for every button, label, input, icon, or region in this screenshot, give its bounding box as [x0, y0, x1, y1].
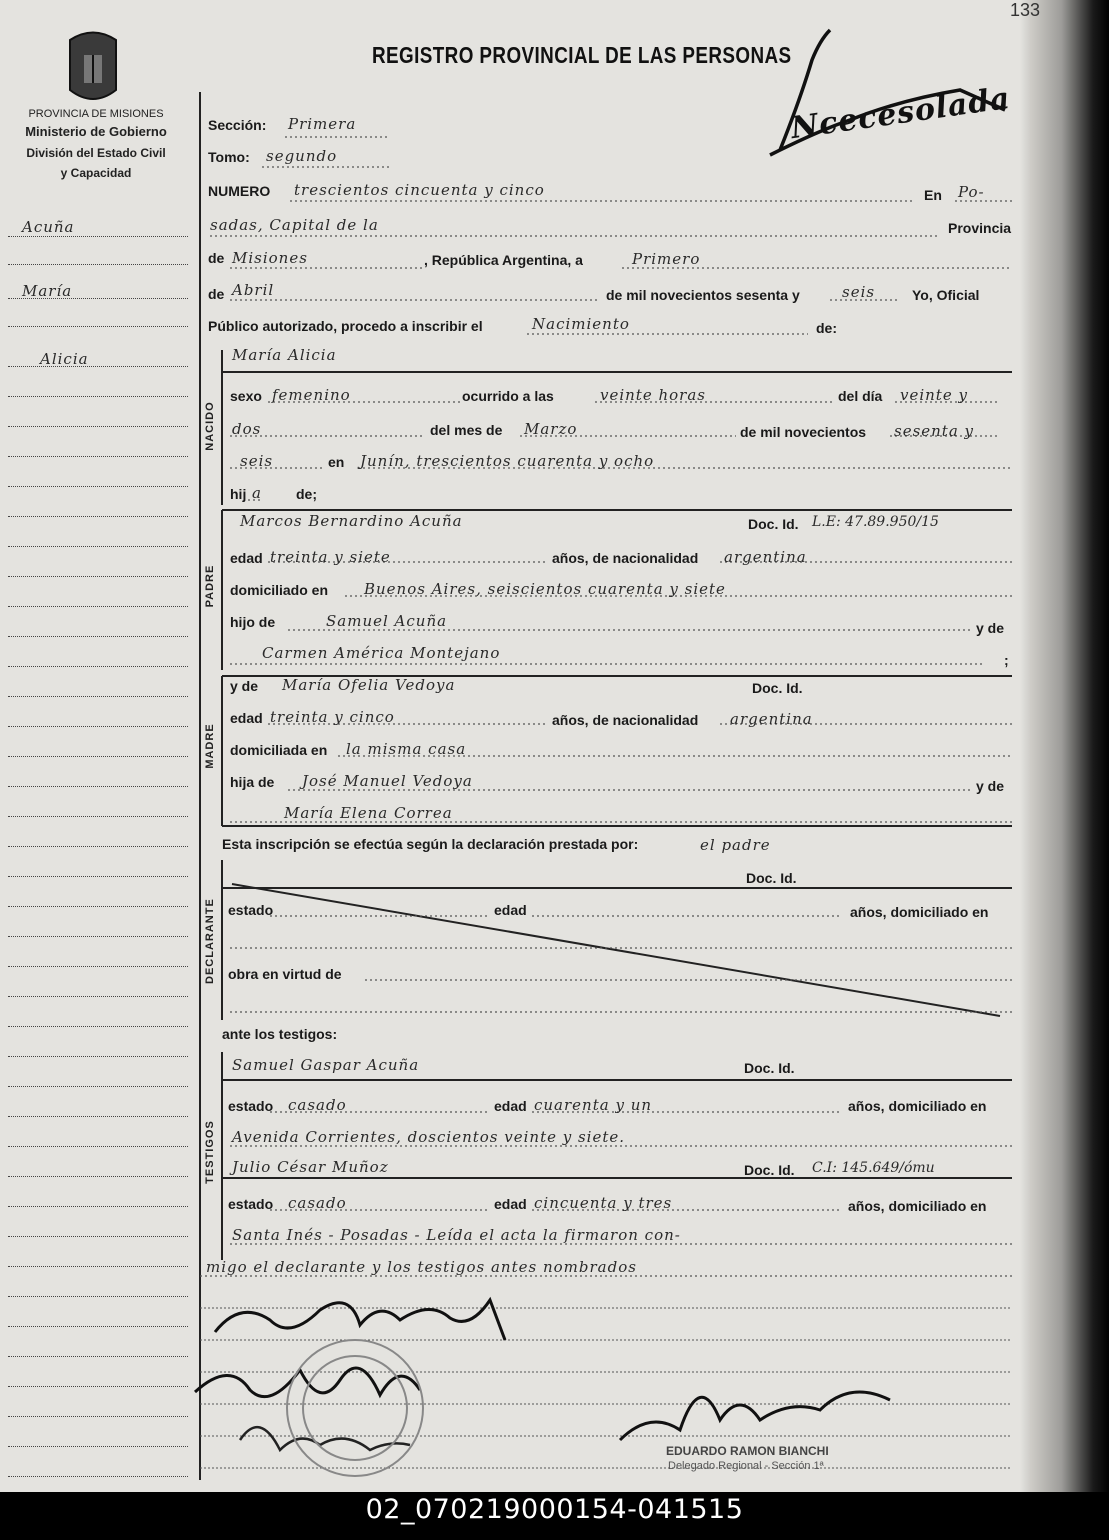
testigo-2-edad: cincuenta y tres [534, 1194, 673, 1212]
madre-nac-label: años, de nacionalidad [552, 712, 699, 728]
declarante-obra-label: obra en virtud de [228, 966, 342, 982]
madre-edad-label: edad [230, 710, 263, 726]
official-seal-icon [287, 1340, 423, 1476]
en-label: En [924, 187, 942, 203]
testigo-2-estado: casado [288, 1194, 347, 1212]
section-label-padre: PADRE [204, 564, 216, 608]
declarante-edad-label: edad [494, 902, 527, 918]
seccion-value: Primera [288, 115, 357, 133]
testigo-1-edad: cuarenta y un [534, 1096, 653, 1114]
madre-y-de: y de [976, 778, 1005, 794]
page-title: REGISTRO PROVINCIAL DE LAS PERSONAS [372, 42, 792, 68]
testigo-1-dom: Avenida Corrientes, doscientos veinte y siete. [232, 1128, 626, 1146]
de-label-2: de [208, 286, 225, 302]
declaracion-value: el padre [700, 836, 771, 854]
province-seal-icon [70, 33, 116, 100]
declarante-anios-label: años, domiciliado en [850, 904, 989, 920]
mil-label: de mil novecientos sesenta y [606, 287, 800, 303]
declarante-doc-label: Doc. Id. [746, 870, 797, 886]
padre-name: Marcos Bernardino Acuña [240, 512, 463, 530]
anio-value-1: sesenta y [894, 422, 975, 440]
sexo-label: sexo [230, 388, 262, 404]
madre-edad-value: treinta y cinco [270, 708, 395, 726]
testigo-1-doc-label: Doc. Id. [744, 1060, 795, 1076]
officer-stamp-name: EDUARDO RAMON BIANCHI [666, 1444, 829, 1458]
en-value: Po- [958, 183, 985, 201]
city-value: sadas, Capital de la [210, 216, 379, 234]
testigos-ante-label: ante los testigos: [222, 1026, 338, 1042]
testigo-1-estado: casado [288, 1096, 347, 1114]
en-label-nacido: en [328, 454, 345, 470]
hij-value: a [252, 484, 262, 502]
province-value: Misiones [232, 249, 308, 267]
del-dia-label: del día [838, 388, 883, 404]
seccion-label: Sección: [208, 117, 267, 133]
hij-de-label: de; [296, 486, 317, 502]
stamp-word: Ncecesolada [788, 80, 1013, 147]
mes-label: del mes de [430, 422, 503, 438]
madre-dom-label: domiciliada en [230, 742, 328, 758]
de-colon: de: [816, 320, 837, 336]
madre-mother-value: María Elena Correa [284, 804, 453, 822]
padre-edad-value: treinta y siete [270, 548, 391, 566]
padre-hijo-label: hijo de [230, 614, 276, 630]
oficial-label: Yo, Oficial [912, 287, 980, 303]
padre-nac-value: argentina [724, 548, 807, 566]
lugar-value: Junín, trescientos cuarenta y ocho [360, 452, 655, 470]
act-value: Nacimiento [532, 315, 630, 333]
testigo-1-estado-label: estado [228, 1098, 274, 1114]
margin-name-1: Acuña [22, 218, 75, 236]
nacido-mil-label: de mil novecientos [740, 424, 867, 440]
officer-stamp-title: Delegado Regional - Sección 1ª [668, 1460, 824, 1472]
month-value: Abril [232, 281, 275, 299]
padre-hijo-value: Samuel Acuña [326, 612, 448, 630]
padre-edad-label: edad [230, 550, 263, 566]
publico-label: Público autorizado, procedo a inscribir el [208, 318, 483, 334]
signature-officer-icon [620, 1392, 890, 1440]
madre-name: María Ofelia Vedoya [282, 676, 456, 694]
testigo-2-anios-label: años, domiciliado en [848, 1198, 987, 1214]
madre-hija-value: José Manuel Vedoya [302, 772, 473, 790]
testigo-2-doc: C.I: 145.649/ómu [812, 1160, 935, 1176]
tomo-value: segundo [266, 147, 338, 165]
madre-hija-label: hija de [230, 774, 275, 790]
testigo-2-edad-label: edad [494, 1196, 527, 1212]
numero-value: trescientos cincuenta y cinco [294, 181, 545, 199]
hora-value: veinte horas [600, 386, 706, 404]
margin-name-2: María [22, 282, 73, 300]
testigo-1-name: Samuel Gaspar Acuña [232, 1056, 420, 1074]
anio-value-2: seis [240, 452, 274, 470]
de-label: de [208, 250, 225, 266]
office-line-3: División del Estado Civil [26, 146, 166, 160]
sexo-value: femenino [272, 386, 351, 404]
signature-witness-2-icon [240, 1427, 410, 1450]
closing-line-2: migo el declarante y los testigos antes nombrados [206, 1258, 637, 1276]
provincia-label: Provincia [948, 220, 1012, 236]
numero-label: NUMERO [208, 183, 271, 199]
section-label-nacido: NACIDO [204, 401, 216, 451]
dia-value-2: dos [232, 420, 262, 438]
testigo-2-name: Julio César Muñoz [232, 1158, 389, 1176]
footer-caption: 02_070219000154-041515 [0, 1492, 1109, 1540]
padre-doc-label: Doc. Id. [748, 516, 799, 532]
tomo-label: Tomo: [208, 149, 250, 165]
hij-label: hij [230, 486, 247, 502]
madre-doc-label: Doc. Id. [752, 680, 803, 696]
padre-dom-label: domiciliado en [230, 582, 329, 598]
office-line-4: y Capacidad [60, 166, 132, 180]
page-number: 133 [1010, 0, 1041, 20]
declarante-estado-label: estado [228, 902, 274, 918]
padre-dom-value: Buenos Aires, seiscientos cuarenta y siete [364, 580, 726, 598]
section-label-madre: MADRE [204, 723, 216, 769]
office-line-2: Ministerio de Gobierno [25, 124, 167, 139]
padre-y-de: y de [976, 620, 1005, 636]
madre-y-de-label: y de [230, 678, 259, 694]
year-value: seis [842, 283, 876, 301]
testigo-1-anios-label: años, domiciliado en [848, 1098, 987, 1114]
declaracion-text: Esta inscripción se efectúa según la declaración prestada por: [222, 836, 639, 852]
dia-value-1: veinte y [900, 386, 968, 404]
padre-semicolon: ; [1004, 652, 1009, 668]
office-line-1: PROVINCIA DE MISIONES [28, 108, 164, 120]
republica-label: , República Argentina, a [424, 252, 583, 268]
day-value: Primero [632, 250, 701, 268]
madre-nac-value: argentina [730, 710, 813, 728]
signature-declarante-icon [215, 1300, 505, 1340]
testigo-2-doc-label: Doc. Id. [744, 1162, 795, 1178]
section-label-testigos: TESTIGOS [204, 1120, 216, 1184]
testigo-2-estado-label: estado [228, 1196, 274, 1212]
ocurrido-label: ocurrido a las [462, 388, 554, 404]
closing-line-1: Santa Inés - Posadas - Leída el acta la firmaron con- [232, 1226, 681, 1244]
margin-name-3: Alicia [40, 350, 89, 368]
padre-doc-value: L.E: 47.89.950/15 [812, 514, 939, 530]
nacido-name: María Alicia [232, 346, 337, 364]
padre-mother-value: Carmen América Montejano [262, 644, 501, 662]
madre-dom-value: la misma casa [346, 740, 467, 758]
testigo-1-edad-label: edad [494, 1098, 527, 1114]
mes-value: Marzo [524, 420, 578, 438]
section-label-declarante: DECLARANTE [204, 898, 216, 984]
padre-nac-label: años, de nacionalidad [552, 550, 699, 566]
